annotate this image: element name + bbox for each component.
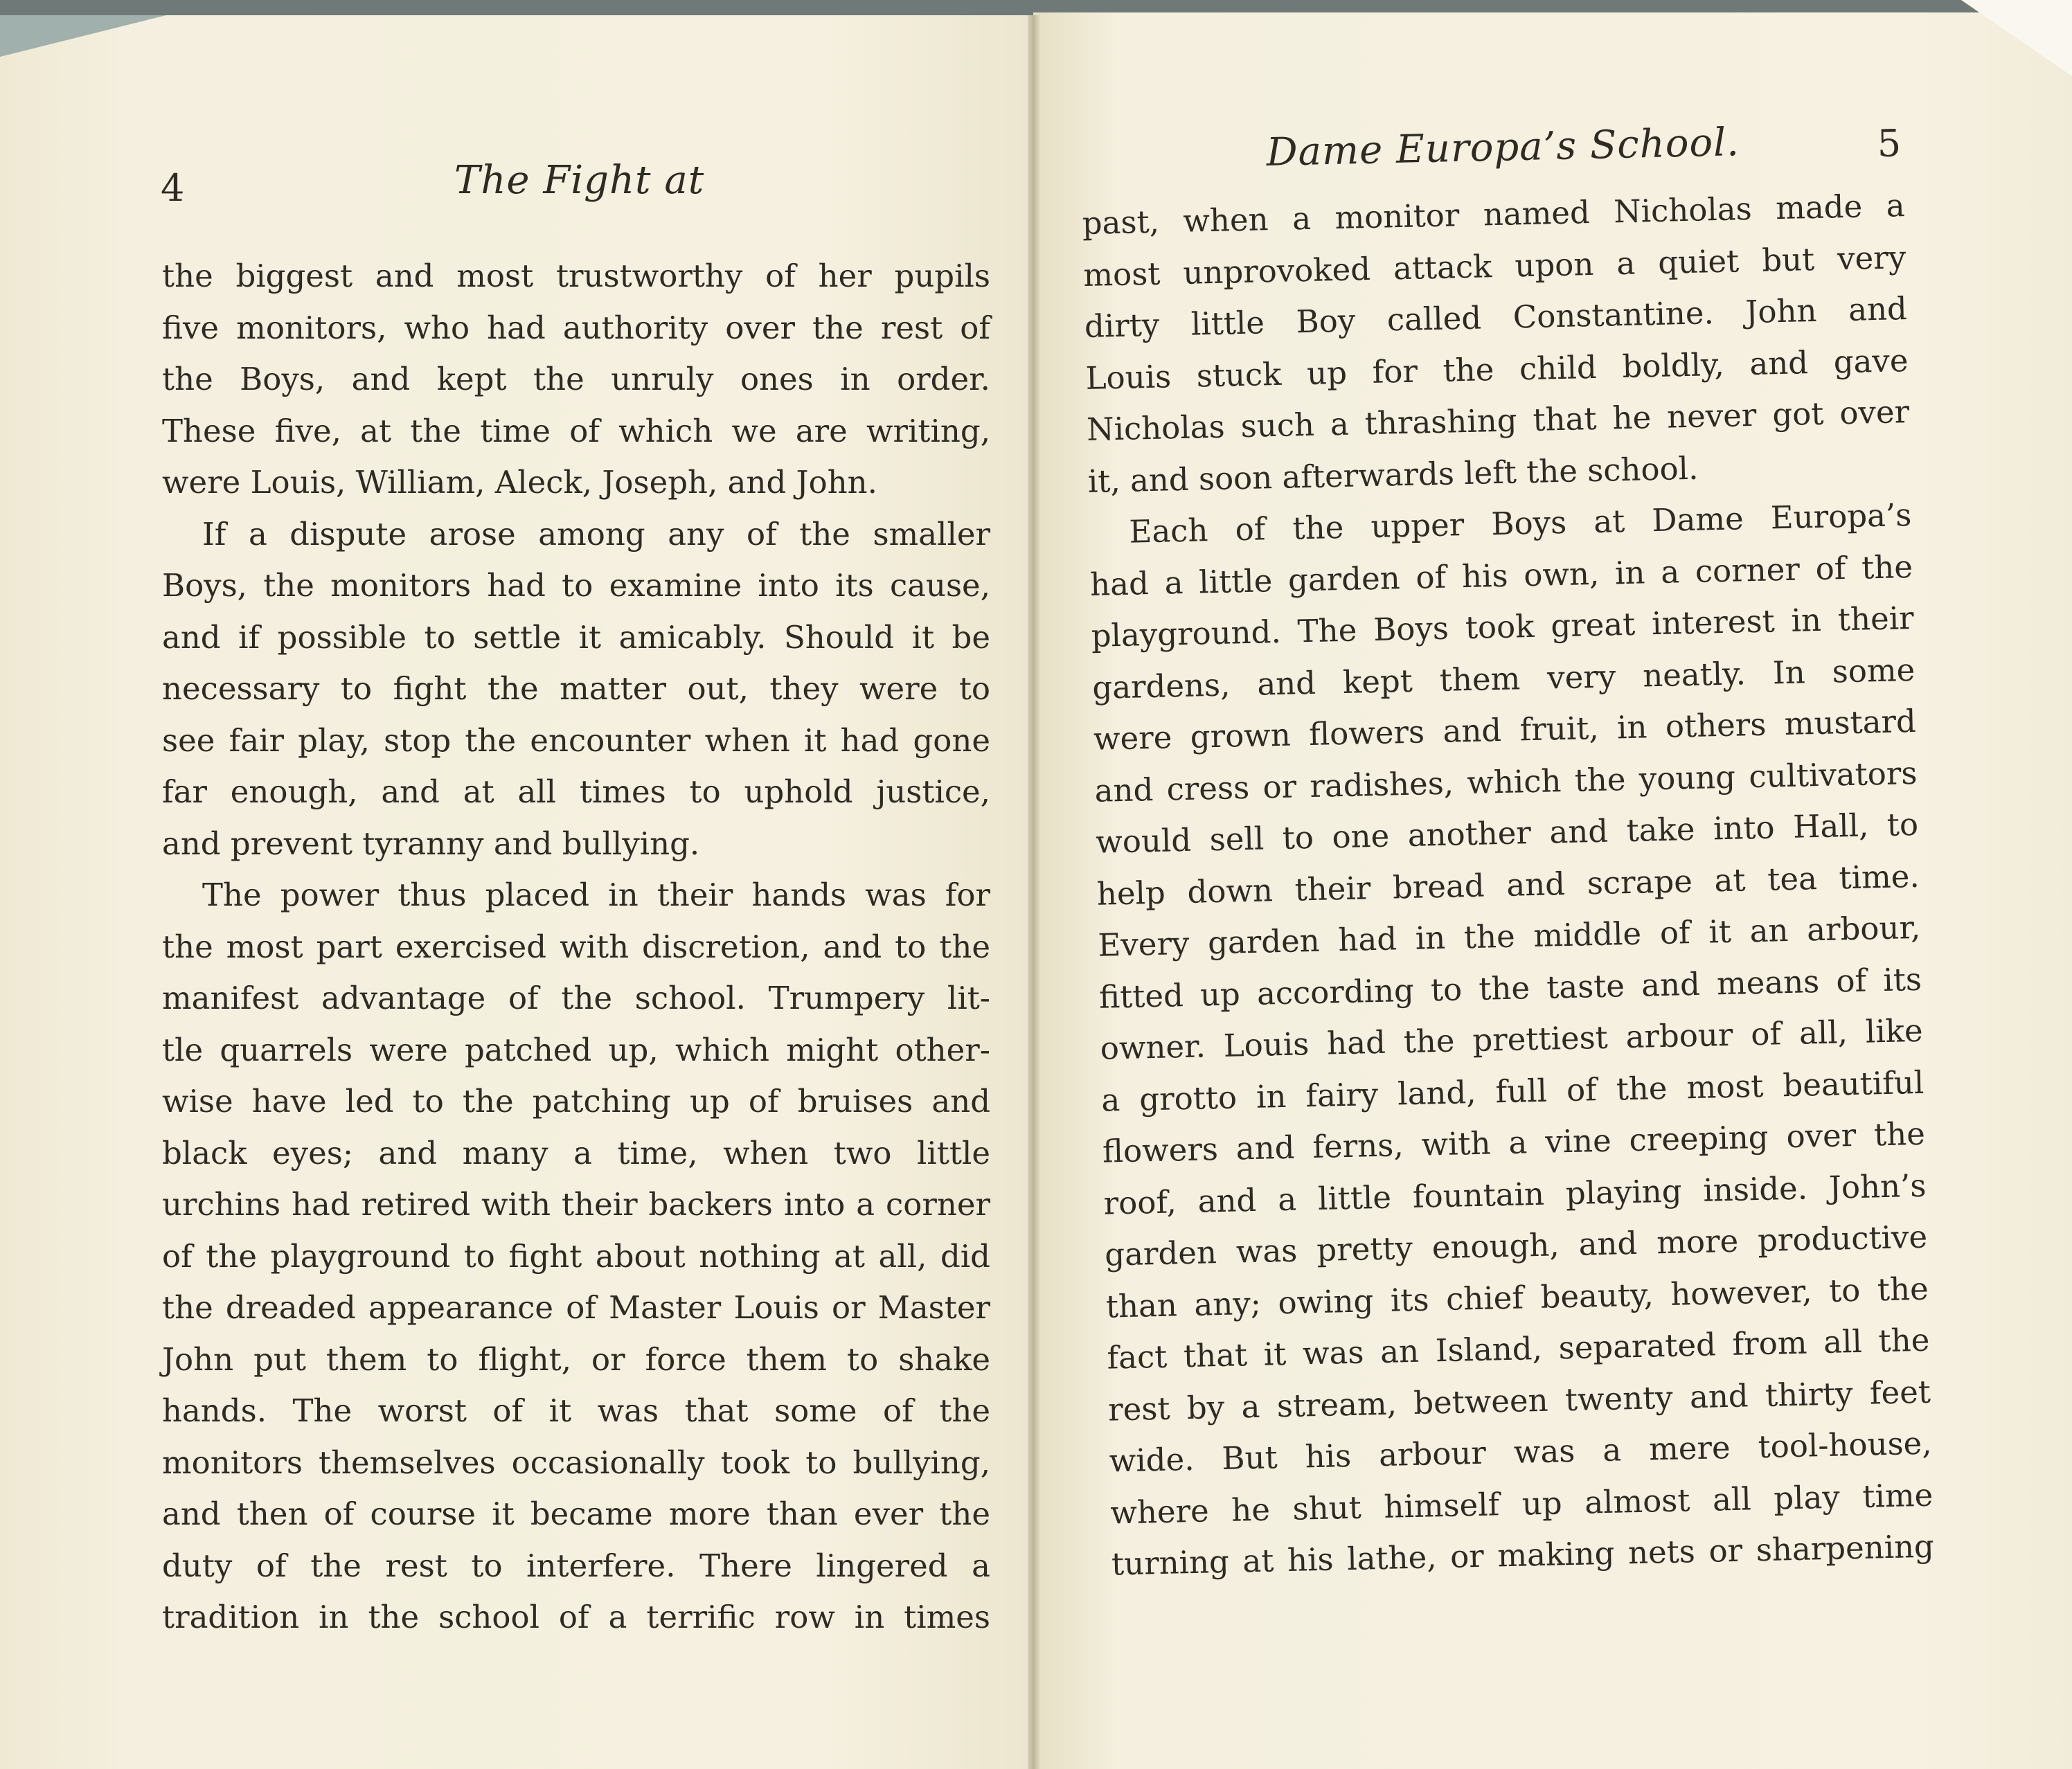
text-line: garden was pretty enough, and more productive <box>1104 1218 1928 1273</box>
text-line: help down their bread and scrape at tea time. <box>1096 857 1920 913</box>
text-line: wide. But his arbour was a mere tool-house, <box>1109 1424 1933 1480</box>
text-line: duty of the rest to interfere. There lingered a <box>162 1547 990 1584</box>
page-corner-left <box>0 15 166 57</box>
text-line: playground. The Boys took great interest in their <box>1091 599 1915 654</box>
text-line: flowers and ferns, with a vine creeping over the <box>1102 1115 1926 1170</box>
left-page-text <box>162 251 990 1644</box>
text-line: were Louis, William, Aleck, Joseph, and John. <box>162 464 877 501</box>
text-line: hands. The worst of it was that some of the <box>162 1392 990 1429</box>
text-line: far enough, and at all times to uphold justice, <box>162 773 990 810</box>
text-line: manifest advantage of the school. Trumpery lit- <box>162 980 990 1016</box>
text-line: and prevent tyranny and bullying. <box>162 825 700 862</box>
text-line: most unprovoked attack upon a quiet but very <box>1082 238 1906 294</box>
right-page-text <box>1082 180 1935 1590</box>
text-line: These five, at the time of which we are writing, <box>162 412 990 449</box>
text-line: gardens, and kept them very neatly. In some <box>1091 651 1915 706</box>
text-line: would sell to one another and take into Hall, to <box>1095 805 1919 861</box>
text-line: a grotto in fairy land, full of the most beautiful <box>1100 1063 1924 1119</box>
text-line: monitors themselves occasionally took to bullying, <box>162 1444 990 1481</box>
text-line: Boys, the monitors had to examine into its cause, <box>162 567 990 604</box>
text-line: had a little garden of his own, in a corner of the <box>1089 548 1913 603</box>
right-page <box>1033 12 2072 1769</box>
text-line: necessary to fight the matter out, they were to <box>162 670 990 707</box>
text-line: Nicholas such a thrashing that he never got over <box>1086 393 1910 448</box>
text-line: turning at his lathe, or making nets or sharpening <box>1111 1527 1935 1583</box>
text-line: and cress or radishes, which the young cultivators <box>1094 754 1918 809</box>
text-line: of the playground to fight about nothing at all, did <box>162 1237 990 1275</box>
book-gutter <box>1028 15 1040 1769</box>
text-line: and then of course it became more than ever the <box>162 1496 990 1532</box>
text-line: the dreaded appearance of Master Louis or Master <box>162 1289 990 1326</box>
text-line: it, and soon afterwards left the school. <box>1087 449 1699 500</box>
text-line: black eyes; and many a time, when two little <box>162 1134 990 1171</box>
text-line: the biggest and most trustworthy of her pupils <box>162 258 990 294</box>
page-corner-right <box>1961 0 2072 76</box>
text-line: roof, and a little fountain playing inside. John’s <box>1103 1167 1927 1222</box>
text-line: If a dispute arose among any of the smaller <box>202 515 990 553</box>
text-line: owner. Louis had the prettiest arbour of all, like <box>1100 1012 1924 1067</box>
text-line: the most part exercised with discretion, and to the <box>162 928 990 965</box>
running-head-right: Dame Europa’s School. <box>1266 120 1740 175</box>
text-line: Each of the upper Boys at Dame Europa’s <box>1128 496 1912 550</box>
text-line: fact that it was an Island, separated from all the <box>1106 1321 1930 1376</box>
text-line: see fair play, stop the encounter when it had gone <box>162 721 990 759</box>
text-line: tradition in the school of a terrific row in times <box>162 1599 990 1635</box>
left-page <box>0 15 1033 1769</box>
text-line: dirty little Boy called Constantine. John and <box>1084 290 1908 345</box>
text-line: John put them to flight, or force them to shake <box>162 1340 990 1378</box>
text-line: Every garden had in the middle of it an arbour, <box>1097 908 1921 964</box>
text-line: were grown flowers and fruit, in others mustard <box>1093 702 1917 757</box>
text-line: than any; owing its chief beauty, however, to the <box>1105 1270 1929 1325</box>
text-line: wise have led to the patching up of bruises and <box>162 1083 990 1120</box>
text-line: where he shut himself up almost all play time <box>1109 1476 1933 1532</box>
page-number-right: 5 <box>1877 121 1902 165</box>
text-line: The power thus placed in their hands was for <box>202 877 990 913</box>
text-line: fitted up according to the taste and means of its <box>1098 960 1922 1016</box>
text-line: Louis stuck up for the child boldly, and gave <box>1085 341 1909 397</box>
page-number-left: 4 <box>161 166 185 210</box>
text-line: tle quarrels were patched up, which might other- <box>162 1031 990 1068</box>
text-line: five monitors, who had authority over the rest of <box>162 309 990 346</box>
text-line: past, when a monitor named Nicholas made a <box>1082 187 1906 242</box>
text-line: the Boys, and kept the unruly ones in order. <box>162 361 990 397</box>
text-line: urchins had retired with their backers into a corner <box>162 1186 990 1223</box>
running-head-left: The Fight at <box>454 158 705 203</box>
text-line: rest by a stream, between twenty and thirty feet <box>1107 1373 1931 1428</box>
text-line: and if possible to settle it amicably. Should it be <box>162 618 990 656</box>
